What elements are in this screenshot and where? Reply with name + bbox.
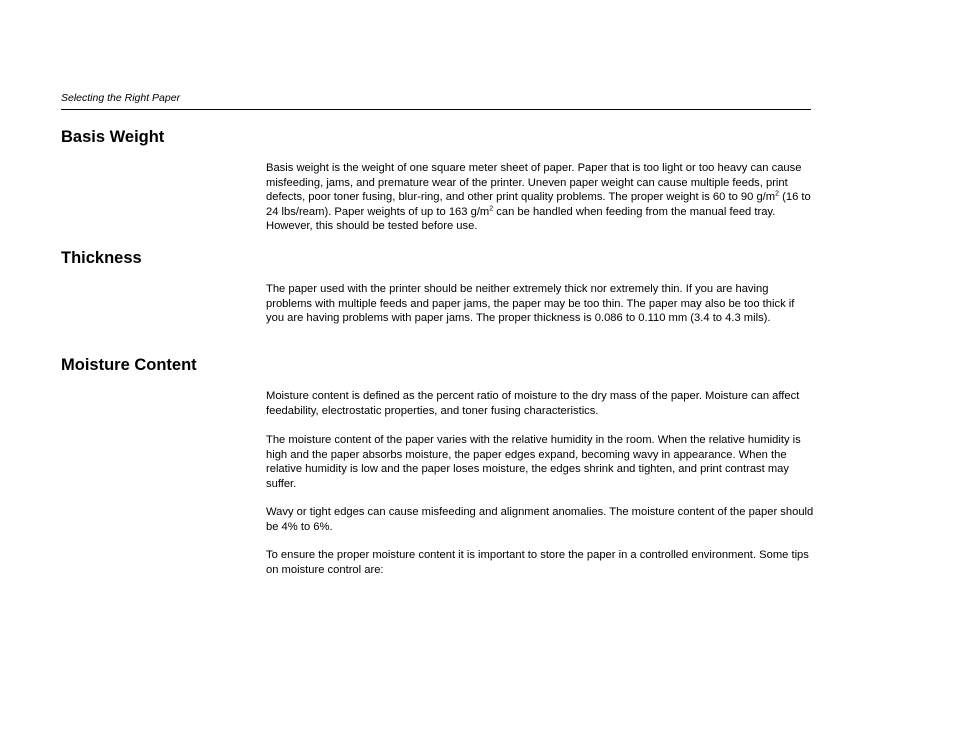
heading-moisture-content: Moisture Content (61, 356, 197, 374)
basis-weight-text-c: can be handled when feeding from the manual feed tray. However, this should be tested before use. (266, 205, 776, 233)
paragraph-moisture-storage: To ensure the proper moisture content it is important to store the paper in a controlled environment. Some tips on moisture control are: (266, 549, 809, 576)
basis-weight-text-b: (16 to 24 lbs/ream). Paper weights of up to 163 g/m (266, 191, 811, 218)
paragraph-moisture-definition: Moisture content is defined as the percent ratio of moisture to the dry mass of the paper. Moisture can affect feedability, electrostatic properties, and toner fusing characteristics. (266, 390, 800, 417)
superscript-2: 2 (775, 190, 780, 198)
paragraph-basis-weight (266, 161, 814, 234)
heading-basis-weight: Basis Weight (61, 128, 165, 146)
running-header-title: Selecting the Right Paper (61, 92, 181, 104)
paragraph-moisture-edges: Wavy or tight edges can cause misfeeding and alignment anomalies. The moisture content of the paper should be 4% to 6%. (266, 506, 814, 533)
basis-weight-text-a: Basis weight is the weight of one square meter sheet of paper. Paper that is too light or too heavy can cause misfeeding, jams, and premature wear of the printer. Uneven paper weight can cause multiple feeds, print defects, poor toner fusing, blur-ring, and other print quality problems. The proper weight is 60 to 90 g/m (266, 162, 802, 204)
superscript-2: 2 (489, 205, 494, 213)
paragraph-moisture-humidity: The moisture content of the paper varies with the relative humidity in the room. When the relative humidity is high and the paper absorbs moisture, the paper edges expand, becoming wavy in appearance. When the relative humidity is low and the paper loses moisture, the edges shrink and tighten, and print contrast may suffer. (266, 434, 801, 490)
heading-thickness: Thickness (61, 249, 142, 267)
running-header (61, 92, 811, 110)
paragraph-thickness: The paper used with the printer should be neither extremely thick nor extremely thin. If you are having problems with multiple feeds and paper jams, the paper may be too thin. The paper may also be too thick if you are having problems with paper jams. The proper thickness is 0.086 to 0.110 mm (3.4 to 4.3 mils). (266, 283, 795, 325)
